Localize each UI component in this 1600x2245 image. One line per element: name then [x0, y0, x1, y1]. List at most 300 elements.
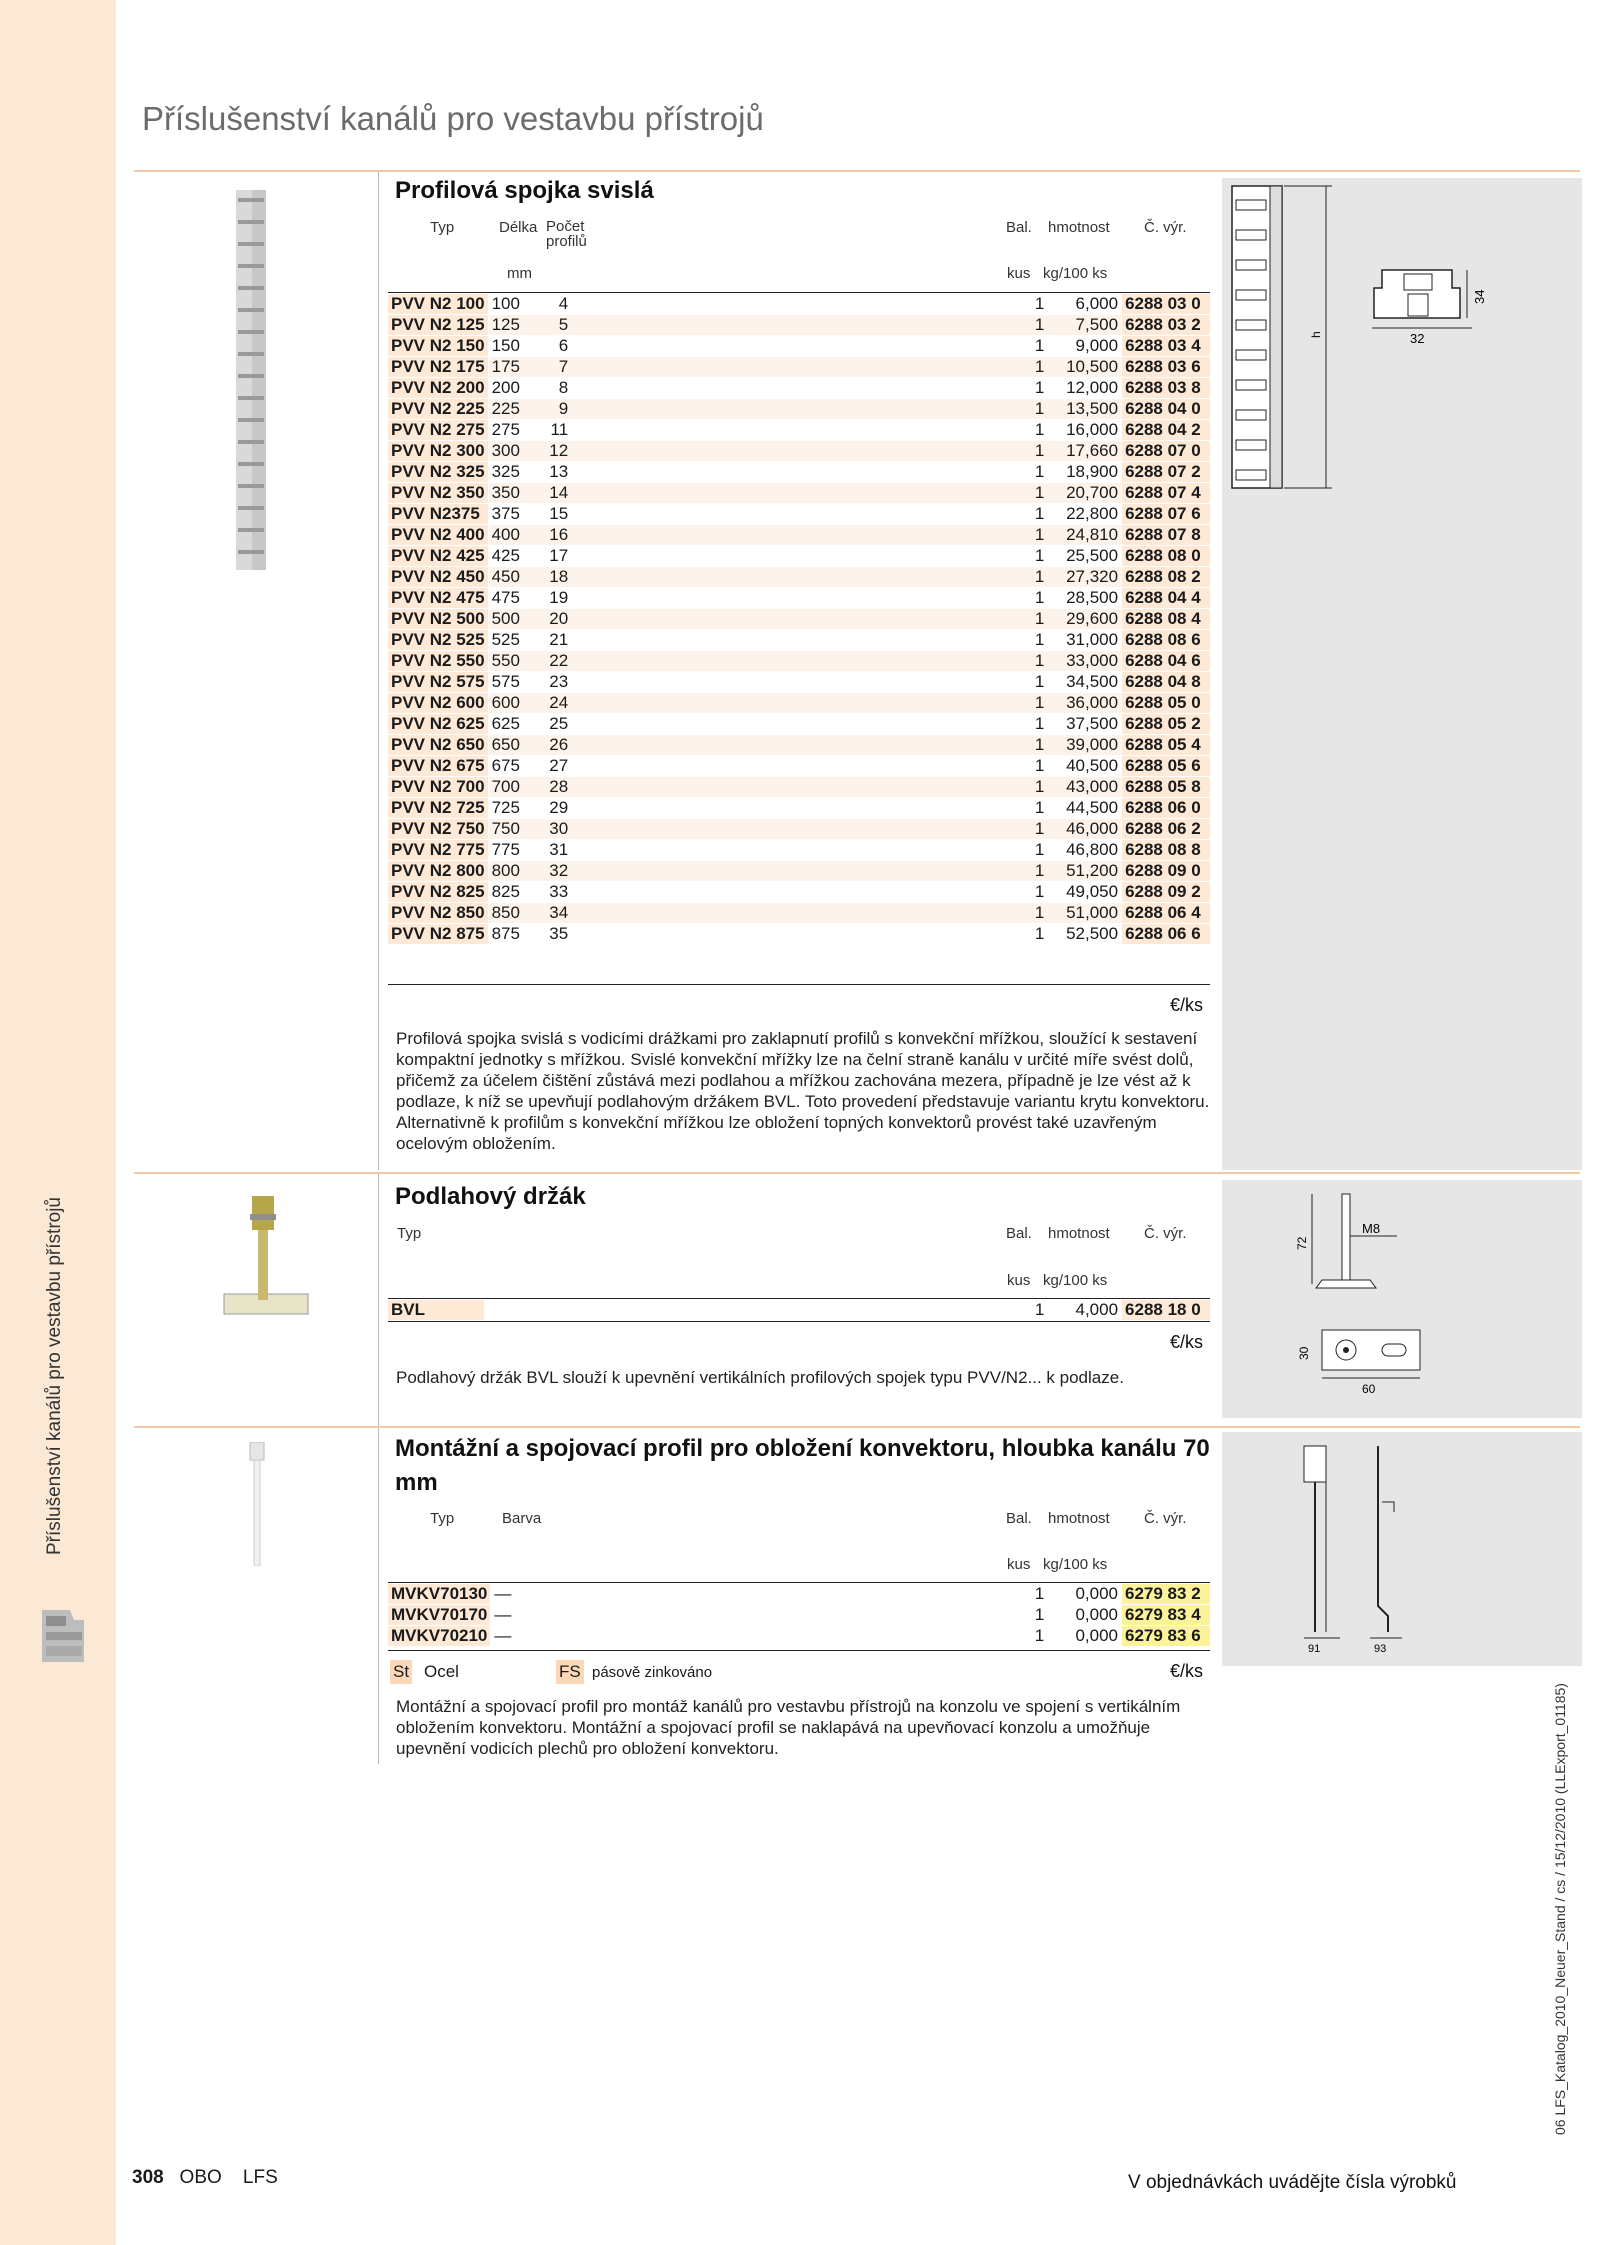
cell-profile-count: 15: [529, 504, 600, 525]
price-unit-3: €/ks: [1170, 1661, 1204, 1681]
cell-package: 1: [1020, 294, 1048, 315]
cell-weight: 52,500: [1047, 924, 1121, 945]
hdr2-hmotnost: hmotnost: [1048, 1225, 1110, 1242]
cell-package: 1: [1020, 462, 1048, 483]
cell-weight: 18,900: [1047, 462, 1121, 483]
cell-package: 1: [1020, 546, 1048, 567]
hdr-hmotnost: hmotnost: [1048, 219, 1110, 236]
cell-profile-count: 19: [529, 588, 600, 609]
section1-drawing-panel: [1222, 178, 1582, 1170]
cell-profile-count: 29: [529, 798, 600, 819]
cell-article-number: 6288 03 4: [1122, 336, 1210, 357]
cell-package: 1: [1020, 609, 1048, 630]
cell-weight: 6,000: [1047, 294, 1121, 315]
section1-title: Profilová spojka svislá: [395, 177, 654, 204]
unit2-kus: kus: [1007, 1272, 1031, 1289]
cell-type: PVV N2 725: [388, 798, 488, 819]
cell-length: 200: [488, 378, 529, 399]
cell-length: 750: [488, 819, 529, 840]
cell-weight: 27,320: [1047, 567, 1121, 588]
cell-weight: 16,000: [1047, 420, 1121, 441]
table-row: [388, 1584, 1210, 1605]
cell-type: PVV N2 450: [388, 567, 488, 588]
page-title: Příslušenství kanálů pro vestavbu přístrojů: [142, 100, 764, 137]
cell-length: 600: [488, 693, 529, 714]
cell-package: 1: [1020, 882, 1048, 903]
floor-bracket-drawing: [1222, 1180, 1582, 1418]
cell-weight: 4,000: [1047, 1300, 1121, 1321]
cell-length: 575: [488, 672, 529, 693]
hdr2-bal: Bal.: [1006, 1225, 1032, 1242]
cell-type: PVV N2 475: [388, 588, 488, 609]
cell-type: PVV N2 550: [388, 651, 488, 672]
table-row: [388, 567, 1210, 588]
cell-type: MVKV70170: [388, 1605, 491, 1626]
section2-rule: [134, 1172, 1580, 1174]
hdr-delka: Délka: [499, 219, 538, 236]
dim-plate-width: 60: [1362, 1382, 1376, 1396]
cell-length: 300: [488, 441, 529, 462]
cell-type: PVV N2 575: [388, 672, 488, 693]
table-row: [388, 504, 1210, 525]
cell-profile-count: 21: [529, 630, 600, 651]
chapter-thumbnail-icon: [40, 1608, 88, 1664]
cell-article-number: 6288 06 6: [1122, 924, 1210, 945]
cell-weight: 13,500: [1047, 399, 1121, 420]
cell-profile-count: 14: [529, 483, 600, 504]
cell-package: 1: [1019, 1584, 1047, 1605]
cell-length: 475: [488, 588, 529, 609]
cell-package: 1: [1020, 924, 1048, 945]
table-row: [388, 336, 1210, 357]
cell-weight: 25,500: [1047, 546, 1121, 567]
cell-type: PVV N2 750: [388, 819, 488, 840]
cell-package: 1: [1019, 1605, 1047, 1626]
cell-weight: 43,000: [1047, 777, 1121, 798]
cell-length: 450: [488, 567, 529, 588]
cell-article-number: 6288 07 8: [1122, 525, 1210, 546]
table-row: [388, 378, 1210, 399]
cell-type: PVV N2 675: [388, 756, 488, 777]
cell-package: 1: [1020, 651, 1048, 672]
cell-package: 1: [1020, 630, 1048, 651]
cell-weight: 51,200: [1047, 861, 1121, 882]
section2-description: Podlahový držák BVL slouží k upevnění vertikálních profilových spojek typu PVV/N2... k podlaze.: [396, 1368, 1124, 1387]
price-unit-2: €/ks: [1170, 1332, 1204, 1352]
dim-bracket-height: 72: [1295, 1236, 1309, 1250]
cell-weight: 0,000: [1047, 1626, 1121, 1647]
table-row: [388, 714, 1210, 735]
table-row: [388, 798, 1210, 819]
coupling-technical-drawing: [1222, 178, 1582, 508]
cell-article-number: 6288 07 0: [1122, 441, 1210, 462]
cell-article-number: 6288 03 2: [1122, 315, 1210, 336]
unit3-kus: kus: [1007, 1556, 1031, 1573]
table-row: [388, 693, 1210, 714]
cell-profile-count: 4: [529, 294, 600, 315]
cell-weight: 28,500: [1047, 588, 1121, 609]
cell-type: PVV N2 500: [388, 609, 488, 630]
cell-length: 375: [488, 504, 529, 525]
cell-profile-count: 25: [529, 714, 600, 735]
cell-article-number: 6288 06 0: [1122, 798, 1210, 819]
dim-width-label: 32: [1410, 331, 1425, 346]
cell-package: 1: [1020, 525, 1048, 546]
cell-length: 650: [488, 735, 529, 756]
page-footer: [132, 2167, 278, 2189]
cell-weight: 0,000: [1047, 1605, 1121, 1626]
table-row: [388, 924, 1210, 945]
cell-profile-count: 34: [529, 903, 600, 924]
cell-article-number: 6288 05 6: [1122, 756, 1210, 777]
cell-length: 400: [488, 525, 529, 546]
cell-package: 1: [1020, 504, 1048, 525]
cell-profile-count: 5: [529, 315, 600, 336]
cell-weight: 34,500: [1047, 672, 1121, 693]
cell-color: —: [491, 1584, 954, 1605]
cell-package: 1: [1020, 483, 1048, 504]
cell-profile-count: 26: [529, 735, 600, 756]
section3-title: Montážní a spojovací profil pro obložení konvektoru, hloubka kanálu 70 mm: [395, 1435, 1210, 1496]
dim-thread-label: M8: [1362, 1221, 1381, 1236]
cell-package: 1: [1020, 798, 1048, 819]
cell-type: PVV N2 200: [388, 378, 488, 399]
cell-package: 1: [1020, 336, 1048, 357]
cell-length: 500: [488, 609, 529, 630]
cell-weight: 20,700: [1047, 483, 1121, 504]
cell-profile-count: 33: [529, 882, 600, 903]
cell-article-number: 6288 07 2: [1122, 462, 1210, 483]
cell-profile-count: 7: [529, 357, 600, 378]
cell-package: 1: [1020, 399, 1048, 420]
cell-length: 875: [488, 924, 529, 945]
cell-weight: 36,000: [1047, 693, 1121, 714]
cell-package: 1: [1020, 756, 1048, 777]
cell-article-number: 6288 07 4: [1122, 483, 1210, 504]
cell-type: PVV N2 150: [388, 336, 488, 357]
unit-kg: kg/100 ks: [1043, 265, 1108, 282]
cell-length: 625: [488, 714, 529, 735]
cell-weight: 17,660: [1047, 441, 1121, 462]
cell-type: PVV N2 350: [388, 483, 488, 504]
section2-drawing-panel: [1222, 1180, 1582, 1418]
cell-length: 275: [488, 420, 529, 441]
cell-package: 1: [1020, 378, 1048, 399]
cell-length: 100: [488, 294, 529, 315]
cell-type: PVV N2 800: [388, 861, 488, 882]
cell-type: PVV N2 650: [388, 735, 488, 756]
table-row: [388, 1300, 1210, 1321]
cell-article-number: 6288 08 0: [1122, 546, 1210, 567]
cell-article-number: 6279 83 4: [1122, 1605, 1210, 1626]
cell-type: PVV N2 100: [388, 294, 488, 315]
cell-weight: 33,000: [1047, 651, 1121, 672]
cell-article-number: 6288 09 0: [1122, 861, 1210, 882]
finish-code-badge: FS: [556, 1660, 584, 1684]
cell-package: 1: [1020, 420, 1048, 441]
cell-profile-count: 13: [529, 462, 600, 483]
cell-type: MVKV70210: [388, 1626, 491, 1647]
cell-type: PVV N2 825: [388, 882, 488, 903]
table-row: [388, 609, 1210, 630]
section3-rule: [134, 1426, 1580, 1428]
finish-label: pásově zinkováno: [592, 1664, 713, 1681]
table-row: [388, 1605, 1210, 1626]
hdr-bal: Bal.: [1006, 219, 1032, 236]
cell-article-number: 6279 83 6: [1122, 1626, 1210, 1647]
cell-length: 675: [488, 756, 529, 777]
table-row: [388, 1626, 1210, 1647]
cell-weight: 10,500: [1047, 357, 1121, 378]
cell-profile-count: 8: [529, 378, 600, 399]
cell-type: PVV N2 275: [388, 420, 488, 441]
hdr3-hmotnost: hmotnost: [1048, 1510, 1110, 1527]
title-rule: [134, 170, 1580, 172]
cell-weight: 9,000: [1047, 336, 1121, 357]
cell-weight: 7,500: [1047, 315, 1121, 336]
cell-package: 1: [1020, 777, 1048, 798]
cell-article-number: 6288 08 2: [1122, 567, 1210, 588]
table-row: [388, 840, 1210, 861]
cell-weight: 40,500: [1047, 756, 1121, 777]
cell-length: 125: [488, 315, 529, 336]
hdr-cvyr: Č. výr.: [1144, 219, 1187, 236]
cell-profile-count: 32: [529, 861, 600, 882]
cell-package: 1: [1020, 315, 1048, 336]
cell-weight: 12,000: [1047, 378, 1121, 399]
table-row: [388, 294, 1210, 315]
cell-profile-count: 24: [529, 693, 600, 714]
brand-obo: OBO: [179, 2167, 222, 2188]
cell-profile-count: 35: [529, 924, 600, 945]
page-number: 308: [132, 2167, 164, 2188]
dim-profile-a: 91: [1308, 1643, 1321, 1655]
cell-type: PVV N2 125: [388, 315, 488, 336]
cell-article-number: 6288 05 2: [1122, 714, 1210, 735]
cell-length: 725: [488, 798, 529, 819]
table-row: [388, 777, 1210, 798]
table2-top-rule: [388, 1298, 1210, 1299]
cell-article-number: 6288 03 6: [1122, 357, 1210, 378]
cell-profile-count: 17: [529, 546, 600, 567]
cell-length: 775: [488, 840, 529, 861]
section1-divider: [378, 172, 379, 1170]
cell-type: PVV N2 325: [388, 462, 488, 483]
section2-divider: [378, 1174, 379, 1426]
cell-profile-count: 16: [529, 525, 600, 546]
cell-type: PVV N2 700: [388, 777, 488, 798]
table-row: [388, 735, 1210, 756]
cell-package: 1: [1020, 441, 1048, 462]
cell-article-number: 6288 04 4: [1122, 588, 1210, 609]
cell-length: 175: [488, 357, 529, 378]
unit2-kg: kg/100 ks: [1043, 1272, 1108, 1289]
hdr2-cvyr: Č. výr.: [1144, 1225, 1187, 1242]
table-row: [388, 819, 1210, 840]
cell-package: 1: [1019, 1626, 1047, 1647]
unit3-kg: kg/100 ks: [1043, 1556, 1108, 1573]
cell-type: PVV N2 400: [388, 525, 488, 546]
table-row: [388, 630, 1210, 651]
cell-type: PVV N2 850: [388, 903, 488, 924]
cell-length: 350: [488, 483, 529, 504]
cell-profile-count: 31: [529, 840, 600, 861]
dim-depth-label: 34: [1472, 289, 1487, 304]
section1-description: Profilová spojka svislá s vodicími drážkami pro zaklapnutí profilů s konvekční mřížkou, sloužící k sestavení kompaktní jednotky s mřížkou. Svislé konvekční mřížky lze na čelní straně kanálu v určité míře svést dolů, přičemž za účelem čištění zůstává mezi podlahou a mřížkou zachována mezera, případně je lze vést až k podlaze, k níž se upevňují podlahovým držákem BVL. Toto provedení představuje variantu krytu konvektoru. Alternativně k profilům s konvekční mřížkou lze obložení topných konvektorů provést také uzavřeným ocelovým obložením.: [396, 1029, 1210, 1153]
cell-profile-count: 20: [529, 609, 600, 630]
cell-profile-count: 9: [529, 399, 600, 420]
table-row: [388, 357, 1210, 378]
mounting-profile-photo: [244, 1442, 274, 1566]
order-note: V objednávkách uvádějte čísla výrobků: [1128, 2172, 1457, 2193]
hdr2-typ: Typ: [397, 1225, 422, 1242]
table-row: [388, 861, 1210, 882]
dim-h-label: h: [1309, 331, 1323, 338]
cell-weight: 0,000: [1047, 1584, 1121, 1605]
cell-article-number: 6288 08 6: [1122, 630, 1210, 651]
cell-package: 1: [1020, 588, 1048, 609]
cell-package: 1: [1020, 861, 1048, 882]
cell-article-number: 6288 09 2: [1122, 882, 1210, 903]
table2-bottom-rule: [388, 1321, 1210, 1322]
cell-package: 1: [1019, 1300, 1047, 1321]
cell-weight: 24,810: [1047, 525, 1121, 546]
hdr3-cvyr: Č. výr.: [1144, 1510, 1187, 1527]
hdr3-bal: Bal.: [1006, 1510, 1032, 1527]
cell-profile-count: 23: [529, 672, 600, 693]
cell-profile-count: 30: [529, 819, 600, 840]
table-row: [388, 651, 1210, 672]
cell-type: PVV N2 600: [388, 693, 488, 714]
material-code-badge: St: [390, 1660, 412, 1684]
brand-lfs: LFS: [242, 2167, 278, 2188]
cell-article-number: 6288 03 8: [1122, 378, 1210, 399]
cell-article-number: 6288 04 0: [1122, 399, 1210, 420]
hdr3-barva: Barva: [502, 1510, 542, 1527]
cell-type: BVL: [388, 1300, 485, 1321]
cell-package: 1: [1020, 567, 1048, 588]
cell-package: 1: [1020, 714, 1048, 735]
cell-type: MVKV70130: [388, 1584, 491, 1605]
price-unit: €/ks: [1170, 995, 1204, 1015]
side-chapter-label: Příslušenství kanálů pro vestavbu přístrojů: [44, 1196, 65, 1555]
hdr-typ: Typ: [430, 219, 455, 236]
cell-color: —: [491, 1605, 954, 1626]
cell-length: 550: [488, 651, 529, 672]
table3-top-rule: [388, 1582, 1210, 1583]
cell-package: 1: [1020, 735, 1048, 756]
cell-length: 425: [488, 546, 529, 567]
cell-weight: 46,000: [1047, 819, 1121, 840]
table-row: [388, 462, 1210, 483]
cell-length: 850: [488, 903, 529, 924]
cell-type: PVV N2 175: [388, 357, 488, 378]
cell-weight: 37,500: [1047, 714, 1121, 735]
hdr3-typ: Typ: [430, 1510, 455, 1527]
section3-drawing-panel: [1222, 1432, 1582, 1666]
cell-package: 1: [1020, 693, 1048, 714]
section3-description: Montážní a spojovací profil pro montáž kanálů pro vestavbu přístrojů na konzolu ve spojení s vertikálním obložením konvektoru. Montážní a spojovací profil se naklapává na upevňovací konzolu a umožňuje upevnění vodicích plechů pro obložení konvektoru.: [396, 1697, 1181, 1758]
cell-article-number: 6288 06 2: [1122, 819, 1210, 840]
cell-length: 150: [488, 336, 529, 357]
print-info: 06 LFS_Katalog_2010_Neuer_Stand / cs / 15/12/2010 (LLExport_01185): [1552, 1683, 1568, 2135]
cell-profile-count: 22: [529, 651, 600, 672]
table-row: [388, 903, 1210, 924]
cell-article-number: 6288 04 2: [1122, 420, 1210, 441]
cell-article-number: 6288 05 0: [1122, 693, 1210, 714]
cell-type: PVV N2 625: [388, 714, 488, 735]
cell-length: 525: [488, 630, 529, 651]
unit-kus: kus: [1007, 265, 1031, 282]
cell-profile-count: 28: [529, 777, 600, 798]
hdr-pocet: Počet profilů: [546, 218, 587, 250]
cell-package: 1: [1020, 819, 1048, 840]
cell-profile-count: 27: [529, 756, 600, 777]
table-bottom-rule: [388, 984, 1210, 985]
table-row: [388, 672, 1210, 693]
cell-article-number: 6288 04 6: [1122, 651, 1210, 672]
section2-title: Podlahový držák: [395, 1183, 586, 1210]
table-row: [388, 441, 1210, 462]
cell-weight: 44,500: [1047, 798, 1121, 819]
cell-article-number: 6288 08 4: [1122, 609, 1210, 630]
cell-article-number: 6288 08 8: [1122, 840, 1210, 861]
cell-type: PVV N2 775: [388, 840, 488, 861]
cell-article-number: 6288 05 4: [1122, 735, 1210, 756]
coupling-table: [388, 294, 1210, 945]
mounting-profile-drawing: [1222, 1432, 1582, 1666]
unit-mm: mm: [507, 265, 532, 282]
cell-type: PVV N2375: [388, 504, 488, 525]
cell-length: 825: [488, 882, 529, 903]
table-row: [388, 399, 1210, 420]
cell-package: 1: [1020, 903, 1048, 924]
cell-weight: 31,000: [1047, 630, 1121, 651]
cell-article-number: 6279 83 2: [1122, 1584, 1210, 1605]
cell-weight: 39,000: [1047, 735, 1121, 756]
cell-type: PVV N2 425: [388, 546, 488, 567]
floor-bracket-table: [388, 1300, 1210, 1321]
cell-article-number: 6288 03 0: [1122, 294, 1210, 315]
cell-weight: 46,800: [1047, 840, 1121, 861]
cell-length: 800: [488, 861, 529, 882]
cell-length: 325: [488, 462, 529, 483]
table-row: [388, 756, 1210, 777]
cell-package: 1: [1020, 357, 1048, 378]
cell-profile-count: 18: [529, 567, 600, 588]
cell-type: PVV N2 300: [388, 441, 488, 462]
floor-bracket-photo: [210, 1186, 320, 1321]
dim-plate-depth: 30: [1297, 1346, 1311, 1360]
table-row: [388, 525, 1210, 546]
table-row: [388, 420, 1210, 441]
table-top-rule: [388, 292, 1210, 293]
cell-article-number: 6288 05 8: [1122, 777, 1210, 798]
table-row: [388, 315, 1210, 336]
cell-length: 225: [488, 399, 529, 420]
cell-profile-count: 11: [529, 420, 600, 441]
cell-weight: 49,050: [1047, 882, 1121, 903]
dim-profile-b: 93: [1374, 1643, 1387, 1655]
cell-type: PVV N2 225: [388, 399, 488, 420]
cell-article-number: 6288 04 8: [1122, 672, 1210, 693]
table-row: [388, 546, 1210, 567]
table-row: [388, 588, 1210, 609]
cell-weight: 22,800: [1047, 504, 1121, 525]
table-row: [388, 882, 1210, 903]
cell-profile-count: 6: [529, 336, 600, 357]
cell-article-number: 6288 07 6: [1122, 504, 1210, 525]
